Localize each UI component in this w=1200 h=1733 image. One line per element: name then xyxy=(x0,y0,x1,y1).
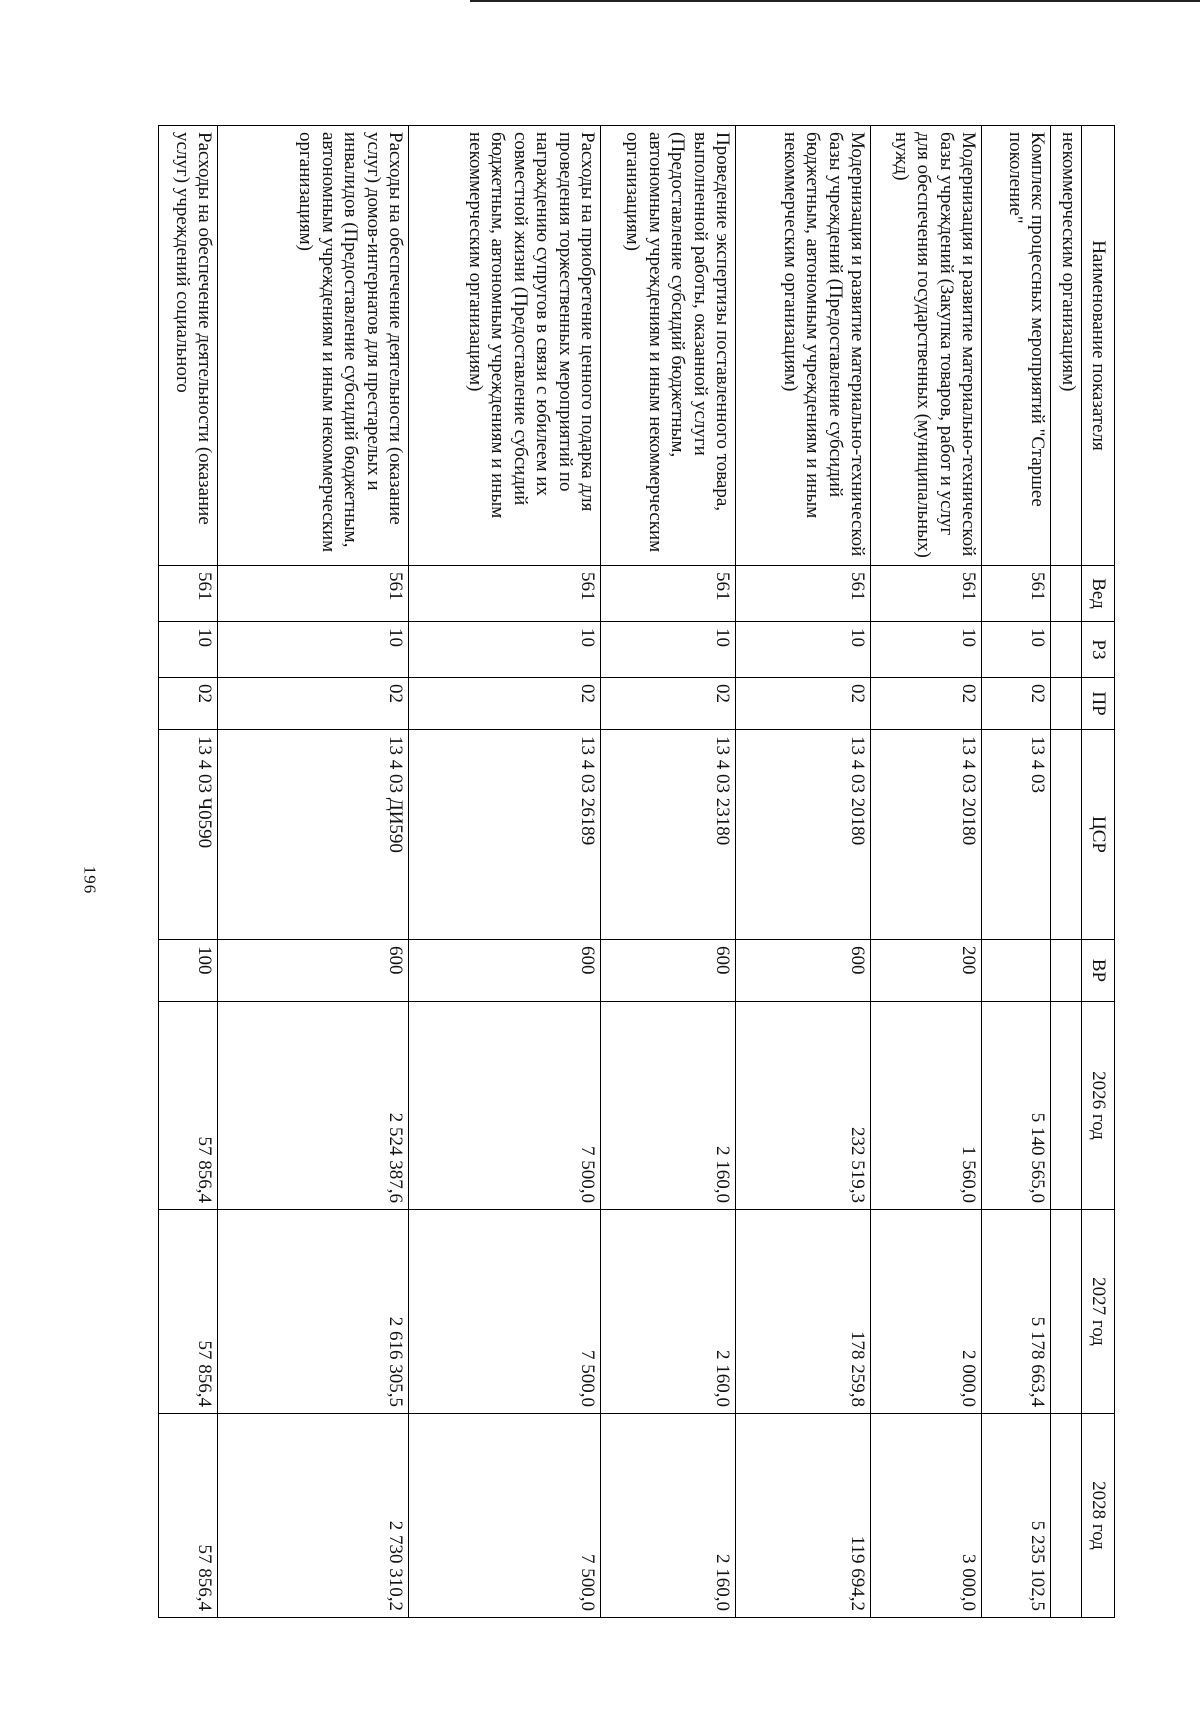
row-pr: 02 xyxy=(218,678,409,730)
row-2027: 7 500,0 xyxy=(409,1210,601,1414)
row-pr: 02 xyxy=(601,678,736,730)
row-2026: 57 856,4 xyxy=(159,1002,218,1210)
row-rz: 10 xyxy=(982,622,1051,678)
row-rz: 10 xyxy=(409,622,601,678)
header-rz: РЗ xyxy=(1082,622,1115,678)
header-pr: ПР xyxy=(1082,678,1115,730)
row-2026: 2 160,0 xyxy=(601,1002,736,1210)
row-2026: 1 560,0 xyxy=(871,1002,982,1210)
table-row xyxy=(736,126,871,1618)
row-2028: 57 856,4 xyxy=(159,1414,218,1618)
row-rz: 10 xyxy=(871,622,982,678)
row-rz: 10 xyxy=(159,622,218,678)
row-pr: 02 xyxy=(871,678,982,730)
continuation-row xyxy=(1051,126,1082,1618)
header-vr: ВР xyxy=(1082,940,1115,1002)
table-row xyxy=(982,126,1051,1618)
row-2028: 7 500,0 xyxy=(409,1414,601,1618)
row-csr: 13 4 03 20180 xyxy=(736,730,871,940)
row-2027: 2 616 305,5 xyxy=(218,1210,409,1414)
table-header-row xyxy=(1082,126,1115,1618)
page-number: 196 xyxy=(80,865,100,895)
row-2026: 5 140 565,0 xyxy=(982,1002,1051,1210)
row-pr: 02 xyxy=(736,678,871,730)
row-vr: 600 xyxy=(218,940,409,1002)
table-row xyxy=(601,126,736,1618)
row-name: Расходы на обеспечение деятельности (оказание услуг) учреждений социального xyxy=(159,126,218,566)
table-row xyxy=(159,126,218,1618)
header-name: Наименование показателя xyxy=(1082,126,1115,566)
header-csr: ЦСР xyxy=(1082,730,1115,940)
row-name: Расходы на приобретение ценного подарка для проведения торжественных мероприятий по награждению супругов в связи с юбилеем их совместной жизни (Предоставление субсидий бюджетным, автономным учреждениям и иным некоммерческим организациям) xyxy=(409,126,601,566)
row-2028: 5 235 102,5 xyxy=(982,1414,1051,1618)
row-csr: 13 4 03 xyxy=(982,730,1051,940)
row-rz: 10 xyxy=(218,622,409,678)
row-name: Модернизация и развитие материально-технической базы учреждений (Предоставление субсидий бюджетным, автономным учреждениям и иным некоммерческим организациям) xyxy=(736,126,871,566)
row-2028: 2 730 310,2 xyxy=(218,1414,409,1618)
row-vr xyxy=(982,940,1051,1002)
row-ved: 561 xyxy=(159,566,218,622)
header-ved: Вед xyxy=(1082,566,1115,622)
budget-table xyxy=(158,125,1115,1618)
row-csr: 13 4 03 26189 xyxy=(409,730,601,940)
row-2027: 57 856,4 xyxy=(159,1210,218,1414)
row-2028: 2 160,0 xyxy=(601,1414,736,1618)
header-2027: 2027 год xyxy=(1082,1210,1115,1414)
row-ved: 561 xyxy=(871,566,982,622)
row-vr: 200 xyxy=(871,940,982,1002)
row-ved: 561 xyxy=(736,566,871,622)
header-2026: 2026 год xyxy=(1082,1002,1115,1210)
row-pr: 02 xyxy=(409,678,601,730)
row-pr: 02 xyxy=(159,678,218,730)
top-rule xyxy=(470,0,1200,2)
row-ved: 561 xyxy=(982,566,1051,622)
row-name: Комплекс процессных мероприятий "Старшее поколение" xyxy=(982,126,1051,566)
header-2028: 2028 год xyxy=(1082,1414,1115,1618)
row-name: Расходы на обеспечение деятельности (оказание услуг) домов-интернатов для престарелых и инвалидов (Предоставление субсидий бюджетным, автономным учреждениям и иным некоммерческим организациям) xyxy=(218,126,409,566)
row-ved: 561 xyxy=(601,566,736,622)
row-ved: 561 xyxy=(218,566,409,622)
row-pr: 02 xyxy=(982,678,1051,730)
row-vr: 600 xyxy=(736,940,871,1002)
row-csr: 13 4 03 ДИ590 xyxy=(218,730,409,940)
row-ved: 561 xyxy=(409,566,601,622)
row-name: Модернизация и развитие материально-технической базы учреждений (Закупка товаров, работ и услуг для обеспечения государственных (муниципальных) нужд) xyxy=(871,126,982,566)
row-2026: 232 519,3 xyxy=(736,1002,871,1210)
row-csr: 13 4 03 20180 xyxy=(871,730,982,940)
continuation-text: некоммерческим организациям) xyxy=(1051,126,1082,566)
row-2027: 2 000,0 xyxy=(871,1210,982,1414)
row-csr: 13 4 03 23180 xyxy=(601,730,736,940)
row-2027: 5 178 663,4 xyxy=(982,1210,1051,1414)
row-vr: 600 xyxy=(601,940,736,1002)
row-2027: 178 259,8 xyxy=(736,1210,871,1414)
row-2026: 2 524 387,6 xyxy=(218,1002,409,1210)
rotated-table-wrapper xyxy=(170,125,1115,1617)
row-2028: 119 694,2 xyxy=(736,1414,871,1618)
row-vr: 100 xyxy=(159,940,218,1002)
table-row xyxy=(871,126,982,1618)
table-row xyxy=(409,126,601,1618)
row-2027: 2 160,0 xyxy=(601,1210,736,1414)
row-csr: 13 4 03 Ч0590 xyxy=(159,730,218,940)
row-rz: 10 xyxy=(601,622,736,678)
row-vr: 600 xyxy=(409,940,601,1002)
row-name: Проведение экспертизы поставленного товара, выполненной работы, оказанной услуги (Предоставление субсидий бюджетным, автономным учреждениям и иным некоммерческим организациям) xyxy=(601,126,736,566)
row-2026: 7 500,0 xyxy=(409,1002,601,1210)
row-rz: 10 xyxy=(736,622,871,678)
row-2028: 3 000,0 xyxy=(871,1414,982,1618)
table-row xyxy=(218,126,409,1618)
